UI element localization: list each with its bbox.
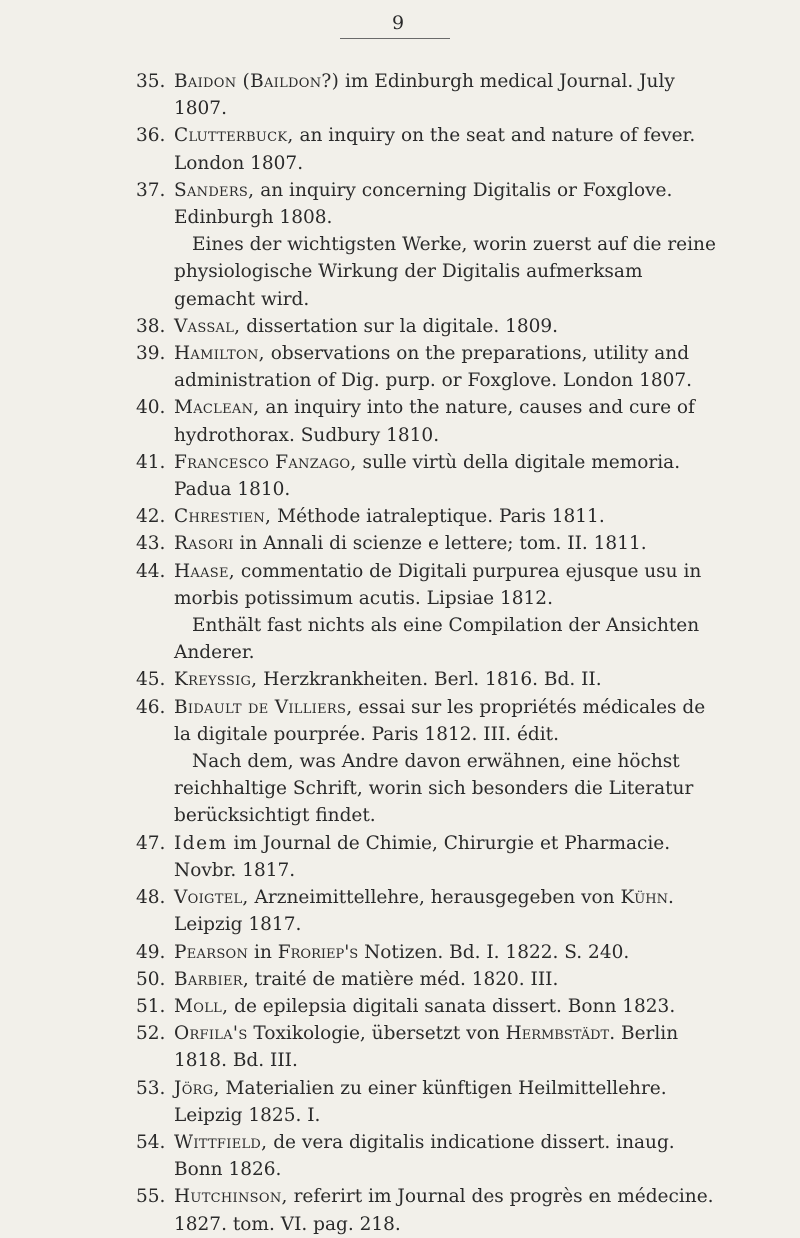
entry-text: sulle virtù della digitale memoria. Padua 1810.	[174, 451, 681, 501]
entry-number: 55.	[136, 1186, 166, 1208]
entry-author: Voigtel,	[174, 887, 249, 909]
entry-number: 45.	[136, 669, 166, 691]
entry-number: 49.	[136, 941, 166, 963]
entry-text: de epilepsia digitali sanata dissert. Bonn 1823.	[234, 995, 676, 1017]
entry-author: Kreyssig,	[174, 669, 258, 691]
entry-author: Vassal,	[174, 315, 241, 337]
entry-number: 53.	[136, 1077, 166, 1099]
entry-text: in	[254, 941, 272, 963]
reference-entry	[136, 884, 726, 938]
entry-citation	[174, 340, 726, 394]
entry-citation	[174, 966, 726, 993]
entry-number: 50.	[136, 968, 166, 990]
reference-list	[0, 68, 800, 1238]
entry-citation	[174, 1183, 726, 1237]
entry-text: Arzneimittellehre, herausgegeben von	[254, 887, 615, 909]
reference-entry	[136, 530, 726, 557]
entry-text: essai sur les propriétés médicales de la digitale pourprée. Paris 1812. III. édit.	[174, 696, 706, 745]
entry-number: 35.	[136, 71, 166, 92]
entry-text: Méthode iatraleptique. Paris 1811.	[277, 506, 605, 528]
entry-author: Maclean,	[174, 397, 260, 419]
entry-number: 43.	[136, 533, 166, 555]
reference-entry	[136, 694, 726, 830]
entry-number: 44.	[136, 560, 166, 582]
entry-author: Rasori	[174, 533, 234, 555]
entry-citation	[174, 530, 726, 557]
entry-citation	[174, 68, 726, 122]
entry-text: referirt im Journal des progrès en médecine. 1827. tom. VI. pag. 218.	[174, 1186, 714, 1235]
reference-entry	[136, 340, 726, 394]
reference-entry	[136, 993, 726, 1020]
entry-citation	[174, 694, 726, 748]
entry-number: 47.	[136, 832, 166, 854]
entry-author: Clutterbuck,	[174, 125, 294, 147]
entry-author: Haase,	[174, 560, 235, 582]
entry-author: Bidault de Villiers,	[174, 696, 353, 718]
entry-text: an inquiry on the seat and nature of fever. London 1807.	[174, 125, 696, 174]
entry-citation	[174, 122, 726, 176]
entry-text-continued: Berlin 1818. Bd. III.	[174, 1023, 679, 1072]
entry-annotation: Enthält fast nichts als eine Compilation der Ansichten Anderer.	[174, 615, 700, 664]
entry-text: commentatio de Digitali purpurea ejusque usu in morbis potissimum acutis. Lipsiae 1812.	[174, 560, 702, 609]
entry-author: Orfila's	[174, 1023, 248, 1045]
reference-entry	[136, 313, 726, 340]
entry-number: 42.	[136, 506, 166, 528]
entry-number: 36.	[136, 125, 166, 147]
entry-text-continued: Leipzig 1817.	[174, 914, 302, 936]
entry-author: Francesco Fanzago,	[174, 451, 357, 473]
entry-number: 41.	[136, 451, 166, 473]
entry-second-author: Kühn.	[620, 887, 674, 909]
entry-text: dissertation sur la digitale. 1809.	[246, 315, 559, 337]
entry-number: 38.	[136, 315, 166, 337]
entry-text: an inquiry concerning Digitalis or Foxglove. Edinburgh 1808.	[174, 179, 673, 229]
entry-citation	[174, 830, 726, 884]
reference-entry	[136, 830, 726, 884]
entry-citation	[174, 449, 726, 503]
entry-citation	[174, 1075, 726, 1129]
entry-citation	[174, 503, 726, 530]
entry-text: de vera digitalis indicatione dissert. inaug. Bonn 1826.	[174, 1131, 675, 1181]
entry-author: Pearson	[174, 941, 249, 963]
entry-author: Barbier,	[174, 968, 250, 990]
entry-citation	[174, 394, 726, 448]
reference-entry	[136, 177, 726, 313]
entry-text: im Edinburgh medical Journal. July 1807.	[174, 71, 675, 120]
entry-text: an inquiry into the nature, causes and cure of hydrothorax. Sudbury 1810.	[174, 397, 695, 446]
reference-entry	[136, 394, 726, 448]
reference-entry	[136, 1129, 726, 1183]
reference-entry	[136, 449, 726, 503]
reference-entry	[136, 939, 726, 966]
reference-entry	[136, 122, 726, 176]
entry-citation	[174, 1129, 726, 1183]
reference-entry	[136, 558, 726, 667]
entry-citation	[174, 884, 726, 938]
entry-author: Wittfield,	[174, 1131, 268, 1153]
entry-number: 37.	[136, 179, 166, 201]
entry-author: Chrestien,	[174, 506, 272, 528]
reference-entry	[136, 1020, 726, 1074]
entry-number: 51.	[136, 995, 166, 1017]
entry-citation	[174, 177, 726, 231]
reference-entry	[136, 666, 726, 693]
entry-author: Sanders,	[174, 179, 255, 201]
entry-citation	[174, 666, 726, 693]
entry-number: 39.	[136, 343, 166, 365]
entry-text: im Journal de Chimie, Chirurgie et Pharmacie. Novbr. 1817.	[174, 832, 671, 881]
entry-annotation: Eines der wichtigsten Werke, worin zuerst auf die reine physiologische Wirkung der Digitalis aufmerksam gemacht wird.	[174, 234, 716, 310]
entry-number: 48.	[136, 887, 166, 909]
page-number: 9	[392, 12, 406, 34]
entry-annotation: Nach dem, was Andre davon erwähnen, eine höchst reichhaltige Schrift, worin sich besonders die Literatur berücksichtigt findet.	[174, 751, 694, 827]
entry-author: Hamilton,	[174, 343, 265, 365]
entry-text: in Annali di scienze e lettere; tom. II. 1811.	[239, 533, 647, 555]
entry-text: Herzkrankheiten. Berl. 1816. Bd. II.	[263, 669, 602, 691]
entry-author: Jörg,	[174, 1077, 220, 1099]
entry-author: Hutchinson,	[174, 1186, 288, 1208]
entry-citation	[174, 993, 726, 1020]
entry-second-author: Froriep's	[277, 941, 359, 963]
reference-entry	[136, 966, 726, 993]
header-rule	[340, 38, 450, 39]
entry-author: Moll,	[174, 995, 229, 1017]
entry-number: 46.	[136, 696, 166, 718]
entry-number: 40.	[136, 397, 166, 419]
entry-lead: Idem	[174, 832, 228, 854]
reference-entry	[136, 503, 726, 530]
entry-citation	[174, 939, 726, 966]
entry-author: Baidon (Baildon?)	[174, 71, 340, 92]
entry-number: 54.	[136, 1131, 166, 1153]
entry-text: traité de matière méd. 1820. III.	[254, 968, 559, 990]
entry-citation	[174, 558, 726, 612]
reference-entry	[136, 1075, 726, 1129]
entry-second-author: Hermbstädt.	[505, 1023, 616, 1045]
reference-entry	[136, 1183, 726, 1237]
entry-text: Materialien zu einer künftigen Heilmittellehre. Leipzig 1825. I.	[174, 1077, 667, 1126]
entry-citation	[174, 313, 726, 340]
entry-text: Toxikologie, übersetzt von	[253, 1023, 500, 1045]
entry-text-continued: Notizen. Bd. I. 1822. S. 240.	[364, 941, 630, 963]
entry-text: observations on the preparations, utility and administration of Dig. purp. or Foxglove. London 1807.	[174, 343, 693, 392]
entry-citation	[174, 1020, 726, 1074]
reference-entry	[136, 68, 726, 122]
entry-number: 52.	[136, 1023, 166, 1045]
